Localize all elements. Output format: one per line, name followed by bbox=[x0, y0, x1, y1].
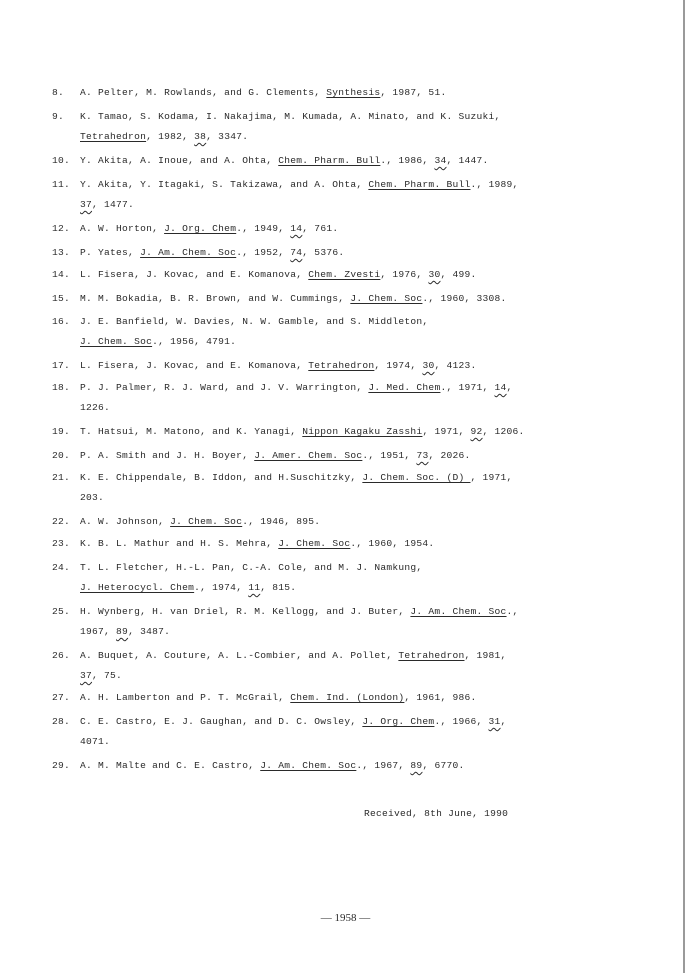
volume-number: 38 bbox=[194, 131, 207, 142]
journal-name: J. Chem. Soc. (D) bbox=[362, 472, 471, 483]
reference-item bbox=[52, 446, 612, 466]
reference-item bbox=[52, 312, 612, 352]
reference-item bbox=[52, 378, 612, 418]
reference-number: 18. bbox=[52, 382, 71, 393]
reference-line: P. J. Palmer, R. J. Ward, and J. V. Warrington, J. Med. Chem., 1971, 14, bbox=[80, 382, 513, 393]
reference-item bbox=[52, 219, 612, 239]
reference-item bbox=[52, 83, 612, 103]
reference-line: A. H. Lamberton and P. T. McGrail, Chem. Ind. (London), 1961, 986. bbox=[80, 692, 477, 703]
journal-name: Tetrahedron bbox=[398, 650, 465, 661]
page-number: — 1958 — bbox=[320, 912, 371, 924]
journal-name: Synthesis bbox=[326, 87, 381, 98]
journal-name: Chem. Zvesti bbox=[308, 269, 381, 280]
reference-number: 10. bbox=[52, 155, 71, 166]
reference-line-continued: 203. bbox=[80, 492, 105, 503]
volume-number: 89 bbox=[116, 626, 129, 637]
reference-number: 15. bbox=[52, 293, 71, 304]
journal-name: J. Chem. Soc bbox=[170, 516, 243, 527]
reference-item bbox=[52, 175, 612, 215]
reference-line: T. Hatsui, M. Matono, and K. Yanagi, Nippon Kagaku Zasshi, 1971, 92, 1206. bbox=[80, 426, 525, 437]
reference-line-continued: 37, 1477. bbox=[80, 199, 135, 210]
reference-item bbox=[52, 688, 612, 708]
journal-name: J. Org. Chem bbox=[362, 716, 435, 727]
reference-item bbox=[52, 646, 612, 686]
reference-item bbox=[52, 756, 612, 776]
journal-name: Chem. Pharm. Bull bbox=[368, 179, 471, 190]
reference-number: 19. bbox=[52, 426, 71, 437]
journal-name: Nippon Kagaku Zasshi bbox=[302, 426, 423, 437]
reference-line: A. M. Malte and C. E. Castro, J. Am. Chem. Soc., 1967, 89, 6770. bbox=[80, 760, 465, 771]
reference-number: 25. bbox=[52, 606, 71, 617]
journal-name: J. Heterocycl. Chem bbox=[80, 582, 195, 593]
reference-line-continued: 4071. bbox=[80, 736, 111, 747]
reference-number: 23. bbox=[52, 538, 71, 549]
journal-name: J. Am. Chem. Soc bbox=[410, 606, 507, 617]
volume-number: 89 bbox=[410, 760, 423, 771]
reference-number: 28. bbox=[52, 716, 71, 727]
journal-name: J. Chem. Soc bbox=[350, 293, 423, 304]
reference-number: 11. bbox=[52, 179, 71, 190]
reference-line: J. E. Banfield, W. Davies, N. W. Gamble, and S. Middleton, bbox=[80, 316, 429, 327]
reference-line-continued: Tetrahedron, 1982, 38, 3347. bbox=[80, 131, 249, 142]
reference-line: P. A. Smith and J. H. Boyer, J. Amer. Chem. Soc., 1951, 73, 2026. bbox=[80, 450, 471, 461]
reference-line: A. W. Horton, J. Org. Chem., 1949, 14, 761. bbox=[80, 223, 339, 234]
reference-line: A. W. Johnson, J. Chem. Soc., 1946, 895. bbox=[80, 516, 321, 527]
volume-number: 30 bbox=[428, 269, 441, 280]
reference-number: 29. bbox=[52, 760, 71, 771]
volume-number: 11 bbox=[248, 582, 261, 593]
reference-number: 8. bbox=[52, 87, 65, 98]
journal-name: J. Chem. Soc bbox=[80, 336, 153, 347]
reference-line: C. E. Castro, E. J. Gaughan, and D. C. Owsley, J. Org. Chem., 1966, 31, bbox=[80, 716, 507, 727]
reference-line: Y. Akita, Y. Itagaki, S. Takizawa, and A. Ohta, Chem. Pharm. Bull., 1989, bbox=[80, 179, 519, 190]
reference-line: K. B. L. Mathur and H. S. Mehra, J. Chem. Soc., 1960, 1954. bbox=[80, 538, 435, 549]
volume-number: 74 bbox=[290, 247, 303, 258]
reference-line: A. Pelter, M. Rowlands, and G. Clements, Synthesis, 1987, 51. bbox=[80, 87, 447, 98]
reference-number: 24. bbox=[52, 562, 71, 573]
reference-number: 27. bbox=[52, 692, 71, 703]
reference-item bbox=[52, 558, 612, 598]
reference-item bbox=[52, 107, 612, 147]
journal-name: J. Am. Chem. Soc bbox=[260, 760, 357, 771]
volume-number: 14 bbox=[290, 223, 303, 234]
reference-item bbox=[52, 422, 612, 442]
reference-number: 26. bbox=[52, 650, 71, 661]
volume-number: 31 bbox=[488, 716, 501, 727]
reference-number: 21. bbox=[52, 472, 71, 483]
reference-item bbox=[52, 356, 612, 376]
reference-line-continued: 1226. bbox=[80, 402, 111, 413]
journal-name: J. Med. Chem bbox=[368, 382, 441, 393]
volume-number: 73 bbox=[416, 450, 429, 461]
reference-line: P. Yates, J. Am. Chem. Soc., 1952, 74, 5376. bbox=[80, 247, 345, 258]
reference-line-continued: 1967, 89, 3487. bbox=[80, 626, 171, 637]
reference-line: L. Fisera, J. Kovac, and E. Komanova, Tetrahedron, 1974, 30, 4123. bbox=[80, 360, 477, 371]
journal-name: Chem. Ind. (London) bbox=[290, 692, 405, 703]
journal-name: J. Am. Chem. Soc bbox=[140, 247, 237, 258]
journal-name: J. Org. Chem bbox=[164, 223, 237, 234]
journal-name: J. Chem. Soc bbox=[278, 538, 351, 549]
volume-number: 92 bbox=[470, 426, 483, 437]
reference-item bbox=[52, 243, 612, 263]
reference-item bbox=[52, 468, 612, 508]
reference-line: H. Wynberg, H. van Driel, R. M. Kellogg, and J. Buter, J. Am. Chem. Soc., bbox=[80, 606, 519, 617]
reference-line: A. Buquet, A. Couture, A. L.-Combier, and A. Pollet, Tetrahedron, 1981, bbox=[80, 650, 507, 661]
reference-item bbox=[52, 151, 612, 171]
reference-number: 14. bbox=[52, 269, 71, 280]
reference-number: 22. bbox=[52, 516, 71, 527]
reference-number: 9. bbox=[52, 111, 65, 122]
reference-line-continued: J. Heterocycl. Chem., 1974, 11, 815. bbox=[80, 582, 297, 593]
received-date: Received, 8th June, 1990 bbox=[364, 808, 509, 819]
reference-line-continued: 37, 75. bbox=[80, 670, 123, 681]
journal-name: Tetrahedron bbox=[80, 131, 147, 142]
reference-item bbox=[52, 602, 612, 642]
reference-item bbox=[52, 512, 612, 532]
volume-number: 37 bbox=[80, 199, 93, 210]
volume-number: 30 bbox=[422, 360, 435, 371]
reference-number: 13. bbox=[52, 247, 71, 258]
reference-line: L. Fisera, J. Kovac, and E. Komanova, Chem. Zvesti, 1976, 30, 499. bbox=[80, 269, 477, 280]
journal-name: Tetrahedron bbox=[308, 360, 375, 371]
volume-number: 37 bbox=[80, 670, 93, 681]
reference-number: 16. bbox=[52, 316, 71, 327]
reference-line: T. L. Fletcher, H.-L. Pan, C.-A. Cole, and M. J. Namkung, bbox=[80, 562, 423, 573]
journal-name: Chem. Pharm. Bull bbox=[278, 155, 381, 166]
reference-number: 17. bbox=[52, 360, 71, 371]
reference-item bbox=[52, 289, 612, 309]
reference-line-continued: J. Chem. Soc., 1956, 4791. bbox=[80, 336, 237, 347]
reference-line: K. E. Chippendale, B. Iddon, and H.Suschitzky, J. Chem. Soc. (D) , 1971, bbox=[80, 472, 513, 483]
volume-number: 14 bbox=[494, 382, 507, 393]
reference-item bbox=[52, 265, 612, 285]
reference-line: M. M. Bokadia, B. R. Brown, and W. Cummings, J. Chem. Soc., 1960, 3308. bbox=[80, 293, 507, 304]
reference-line: Y. Akita, A. Inoue, and A. Ohta, Chem. Pharm. Bull., 1986, 34, 1447. bbox=[80, 155, 489, 166]
reference-number: 20. bbox=[52, 450, 71, 461]
journal-name: J. Amer. Chem. Soc bbox=[254, 450, 363, 461]
volume-number: 34 bbox=[434, 155, 447, 166]
reference-item bbox=[52, 534, 612, 554]
reference-number: 12. bbox=[52, 223, 71, 234]
reference-line: K. Tamao, S. Kodama, I. Nakajima, M. Kumada, A. Minato, and K. Suzuki, bbox=[80, 111, 501, 122]
reference-item bbox=[52, 712, 612, 752]
